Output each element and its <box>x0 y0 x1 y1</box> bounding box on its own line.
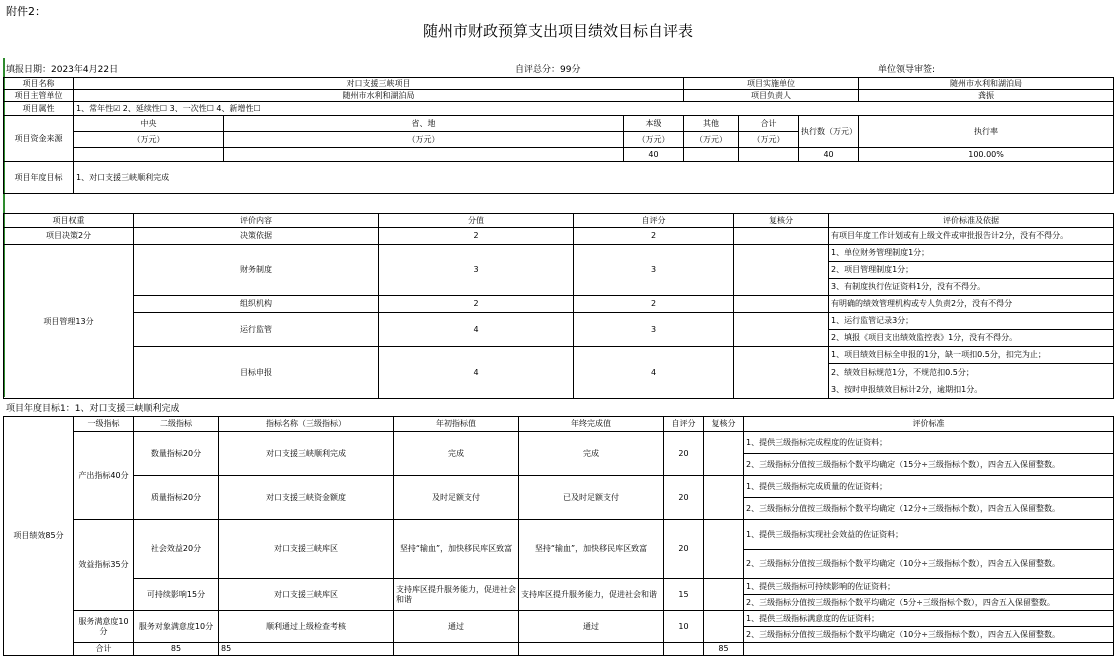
cell[interactable]: 支持库区提升服务能力，促进社会和谐 <box>519 579 664 611</box>
cell[interactable]: 2 <box>574 228 734 245</box>
cell: 运行监管 <box>134 313 379 347</box>
cell[interactable]: 坚持“输血”，加快移民库区致富 <box>394 520 519 579</box>
total-l1: 85 <box>134 643 219 656</box>
ph-l2: 二级指标 <box>134 417 219 432</box>
cell: 1、提供三级指标完成质量的佐证资料； <box>744 476 1114 498</box>
val-central[interactable] <box>74 148 224 162</box>
cell[interactable]: 20 <box>664 476 704 520</box>
cell: 2、三级指标分值按三级指标个数平均确定（5分÷三级指标个数），四舍五入保留整数。 <box>744 595 1114 611</box>
cell: 2、三级指标分值按三级指标个数平均确定（15分÷三级指标个数），四舍五入保留整数。 <box>744 454 1114 476</box>
attachment-label: 附件2： <box>6 5 46 18</box>
h-content: 评价内容 <box>134 214 379 228</box>
funds-local: 本级 <box>624 116 684 132</box>
cell: 1、单位财务管理制度1分； <box>829 245 1114 262</box>
val-local[interactable]: 40 <box>624 148 684 162</box>
cell[interactable]: 通过 <box>394 611 519 643</box>
output-label: 产出指标40分 <box>74 432 134 520</box>
funds-province: 省、地 <box>224 116 624 132</box>
cell[interactable]: 通过 <box>519 611 664 643</box>
cell[interactable]: 及时足额支付 <box>394 476 519 520</box>
cell: 决策依据 <box>134 228 379 245</box>
performance-table <box>3 416 1114 656</box>
total-label: 合计 <box>74 643 134 656</box>
year-goal-text[interactable]: 1、对口支援三峡顺利完成 <box>74 162 1114 194</box>
cell: 1、提供三级指标可持续影响的佐证资料； <box>744 579 1114 595</box>
val-rate[interactable]: 100.00% <box>859 148 1114 162</box>
cell: 目标申报 <box>134 347 379 399</box>
cell[interactable]: 坚持“输血”，加快移民库区致富 <box>519 520 664 579</box>
h-score: 分值 <box>379 214 574 228</box>
cell: 服务对象满意度10分 <box>134 611 219 643</box>
cell[interactable] <box>734 245 829 296</box>
owner[interactable]: 龚振 <box>859 90 1114 102</box>
cell: 2、项目管理制度1分； <box>829 262 1114 279</box>
cell: 1、提供三级指标实现社会效益的佐证资料； <box>744 520 1114 550</box>
h-review: 复核分 <box>734 214 829 228</box>
cell[interactable]: 完成 <box>519 432 664 476</box>
funds-exec-rate: 执行率 <box>859 116 1114 148</box>
impl-unit[interactable]: 随州市水利和湖泊局 <box>859 78 1114 90</box>
cell <box>829 364 1114 399</box>
funds-central: 中央 <box>74 116 224 132</box>
funds-label: 项目资金来源 <box>4 116 74 162</box>
val-other[interactable] <box>684 148 739 162</box>
funds-other: 其他 <box>684 116 739 132</box>
cell: 2、三级指标分值按三级指标个数平均确定（10分÷三级指标个数），四舍五入保留整数。 <box>744 550 1114 579</box>
cell <box>394 643 519 656</box>
cell[interactable] <box>704 432 744 476</box>
year-goal-label: 项目年度目标 <box>4 162 74 194</box>
ph-review: 复核分 <box>704 417 744 432</box>
cell[interactable]: 4 <box>379 313 574 347</box>
cell[interactable]: 3 <box>574 313 734 347</box>
project-info-table <box>3 77 1114 194</box>
cell[interactable]: 3 <box>574 245 734 296</box>
cell: 数量指标20分 <box>134 432 219 476</box>
ph-l3: 指标名称（三级指标） <box>219 417 394 432</box>
dept-label: 项目主管单位 <box>4 90 74 102</box>
cell[interactable]: 3 <box>379 245 574 296</box>
satisfaction-label: 服务满意度10分 <box>74 611 134 643</box>
dept-unit[interactable]: 随州市水利和湖泊局 <box>74 90 684 102</box>
cell[interactable]: 支持库区提升服务能力，促进社会和谐 <box>394 579 519 611</box>
cell: 2、填报《项目支出绩效监控表》1分，没有不得分。 <box>829 330 1114 347</box>
cell: 可持续影响15分 <box>134 579 219 611</box>
cell <box>519 643 664 656</box>
name-label: 项目名称 <box>4 78 74 90</box>
unit-local: （万元） <box>624 132 684 148</box>
attr-options[interactable]: 1、常年性☑ 2、延续性☐ 3、一次性☐ 4、新增性☐ <box>74 102 1114 116</box>
impl-label: 项目实施单位 <box>684 78 859 90</box>
perf-title: 项目年度目标1：1、对口支援三峡顺利完成 <box>6 404 180 414</box>
table-row <box>4 228 1114 245</box>
cell[interactable]: 20 <box>664 432 704 476</box>
cell: 1、提供三级指标满意度的佐证资料； <box>744 611 1114 627</box>
weights-table <box>3 213 1114 399</box>
benefit-label: 效益指标35分 <box>74 520 134 611</box>
cell[interactable]: 2 <box>379 228 574 245</box>
ph-init: 年初指标值 <box>394 417 519 432</box>
attr-label: 项目属性 <box>4 102 74 116</box>
leader-review: 单位领导审签: <box>878 65 936 75</box>
cell: 3、有制度执行佐证资料1分，没有不得分。 <box>829 279 1114 296</box>
total-row <box>4 643 1114 656</box>
cell: 有明确的绩效管理机构或专人负责2分，没有不得分 <box>829 296 1114 313</box>
cell[interactable] <box>704 476 744 520</box>
cell: 1、运行监管记录3分； <box>829 313 1114 330</box>
total-self: 85 <box>704 643 744 656</box>
cell: 1、提供三级指标完成程度的佐证资料； <box>744 432 1114 454</box>
total-l2: 85 <box>219 643 394 656</box>
cell[interactable] <box>734 228 829 245</box>
cell <box>664 643 704 656</box>
cell <box>744 643 1114 656</box>
cell[interactable]: 2 <box>379 296 574 313</box>
page-title: 随州市财政预算支出项目绩效目标自评表 <box>422 22 693 40</box>
cell[interactable]: 10 <box>664 611 704 643</box>
cell[interactable] <box>704 611 744 643</box>
unit-total: （万元） <box>739 132 799 148</box>
funds-exec-num: 执行数（万元） <box>799 116 859 148</box>
cell[interactable] <box>704 520 744 579</box>
cell[interactable]: 4 <box>379 347 574 399</box>
val-exec[interactable]: 40 <box>799 148 859 162</box>
criteria-line: 3、按时申报绩效目标计2分，逾期扣1分。 <box>831 385 983 394</box>
cell: 社会效益20分 <box>134 520 219 579</box>
ph-final: 年终完成值 <box>519 417 664 432</box>
cell: 2、三级指标分值按三级指标个数平均确定（10分÷三级指标个数），四舍五入保留整数。 <box>744 627 1114 643</box>
cell[interactable] <box>704 579 744 611</box>
unit-province: （万元） <box>224 132 624 148</box>
cell: 对口支援三峡库区 <box>219 579 394 611</box>
funds-total: 合计 <box>739 116 799 132</box>
fill-date: 填报日期：2023年4月22日 <box>6 65 119 75</box>
cell: 顺利通过上级检查考核 <box>219 611 394 643</box>
h-weight: 项目权重 <box>4 214 134 228</box>
owner-label: 项目负责人 <box>684 90 859 102</box>
cell: 对口支援三峡顺利完成 <box>219 432 394 476</box>
cell: 质量指标20分 <box>134 476 219 520</box>
cell[interactable]: 完成 <box>394 432 519 476</box>
cell: 组织机构 <box>134 296 379 313</box>
ph-self: 自评分 <box>664 417 704 432</box>
criteria-line: 2、绩效目标规范1分，不规范扣0.5分； <box>831 368 974 377</box>
cell[interactable] <box>734 296 829 313</box>
cell[interactable] <box>734 313 829 347</box>
cell: 对口支援三峡资金额度 <box>219 476 394 520</box>
decision-label: 项目决策2分 <box>4 228 134 245</box>
project-name[interactable]: 对口支援三峡项目 <box>74 78 684 90</box>
self-total: 自评总分：99分 <box>515 65 581 75</box>
cell[interactable]: 20 <box>664 520 704 579</box>
cell[interactable]: 4 <box>574 347 734 399</box>
unit-central: （万元） <box>74 132 224 148</box>
ph-l1: 一级指标 <box>74 417 134 432</box>
cell[interactable]: 已及时足额支付 <box>519 476 664 520</box>
val-province[interactable] <box>224 148 624 162</box>
h-self: 自评分 <box>574 214 734 228</box>
perf-label: 项目绩效85分 <box>4 417 74 656</box>
cell: 财务制度 <box>134 245 379 296</box>
cell: 2、三级指标分值按三级指标个数平均确定（12分÷三级指标个数），四舍五入保留整数。 <box>744 498 1114 520</box>
cell[interactable] <box>734 347 829 399</box>
mgmt-label: 项目管理13分 <box>4 245 134 399</box>
unit-other: （万元） <box>684 132 739 148</box>
cell[interactable]: 2 <box>574 296 734 313</box>
cell: 有项目年度工作计划或有上级文件或审批报告计2分，没有不得分。 <box>829 228 1114 245</box>
cell: 1、项目绩效目标全申报的1分，缺一项扣0.5分，扣完为止； <box>829 347 1114 364</box>
cell[interactable]: 15 <box>664 579 704 611</box>
h-criteria: 评价标准及依据 <box>829 214 1114 228</box>
ph-criteria: 评价标准 <box>744 417 1114 432</box>
cell: 对口支援三峡库区 <box>219 520 394 579</box>
val-total[interactable] <box>739 148 799 162</box>
